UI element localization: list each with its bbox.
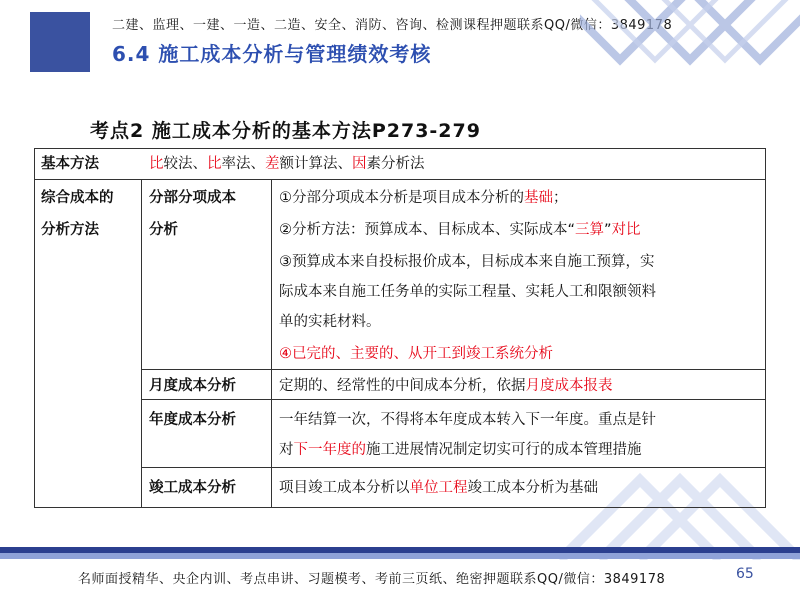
method-highlight: 比 <box>207 156 222 172</box>
annual-label: 年度成本分析 <box>149 412 236 428</box>
sub-item-point-3-line2: 际成本来自施工任务单的实际工程量、实耗人工和限额领料 <box>279 284 656 300</box>
completion-label: 竣工成本分析 <box>149 480 236 496</box>
basic-methods-label: 基本方法 <box>41 156 99 172</box>
monthly-text-highlight: 月度成本报表 <box>525 378 613 394</box>
annual-text-line1: 一年结算一次，不得将本年度成本转入下一年度。重点是针 <box>279 412 656 428</box>
method-text: 素分析法 <box>366 156 425 172</box>
point-highlight: 对比 <box>611 222 641 238</box>
method-text: 率法、 <box>221 156 265 172</box>
comprehensive-label-line2: 分析方法 <box>41 222 99 238</box>
point-text: ” <box>604 222 612 238</box>
footer-strip <box>0 547 800 559</box>
table-row-divider <box>141 467 765 468</box>
method-text: 较法、 <box>163 156 207 172</box>
basic-methods-list <box>149 149 425 179</box>
table-row-divider <box>35 179 765 180</box>
sub-item-point-1 <box>279 183 568 213</box>
top-contact-note: 二建、监理、一建、一造、二造、安全、消防、咨询、检测课程押题联系QQ/微信：3849178 <box>112 18 673 33</box>
table-col-divider <box>141 179 142 507</box>
logo-square <box>30 12 90 72</box>
methods-table <box>34 148 766 508</box>
completion-text-plain: 竣工成本分析为基础 <box>467 480 598 496</box>
point-text: ①分部分项成本分析是项目成本分析的 <box>279 190 524 206</box>
annual-text-line2 <box>279 435 642 465</box>
sub-item-label-line2: 分析 <box>149 222 178 238</box>
completion-text-highlight: 单位工程 <box>409 480 468 496</box>
section-title: 6.4 施工成本分析与管理绩效考核 <box>112 42 432 66</box>
point-highlight: 三算 <box>575 222 605 238</box>
method-text: 额计算法、 <box>279 156 352 172</box>
annual-text-highlight: 下一年度的 <box>293 442 366 458</box>
method-highlight: 比 <box>149 156 164 172</box>
comprehensive-label-line1: 综合成本的 <box>41 190 114 206</box>
sub-item-point-3-line1: ③预算成本来自投标报价成本，目标成本来自施工预算，实 <box>279 254 655 270</box>
sub-item-point-4 <box>279 339 553 369</box>
sub-item-label-line1: 分部分项成本 <box>149 190 236 206</box>
topic-heading: 考点2 施工成本分析的基本方法P273-279 <box>90 120 481 142</box>
completion-text <box>279 473 598 503</box>
table-col-divider <box>271 179 272 507</box>
footer-contact-note: 名师面授精华、央企内训、考点串讲、习题模考、考前三页纸、绝密押题联系QQ/微信：3849178 <box>78 572 666 587</box>
page-number: 65 <box>736 566 754 582</box>
slide-header <box>0 0 800 78</box>
method-highlight: 差 <box>265 156 280 172</box>
completion-text-plain: 项目竣工成本分析以 <box>279 480 410 496</box>
point-highlight: ④ <box>279 346 292 362</box>
point-highlight: 已完的、主要的、从开工到竣工系统分析 <box>292 346 553 362</box>
method-highlight: 因 <box>352 156 367 172</box>
monthly-text-plain: 定期的、经常性的中间成本分析，依据 <box>279 378 526 394</box>
point-text: ②分析方法：预算成本、目标成本、实际成本“ <box>279 222 576 238</box>
corner-lattice-decoration <box>580 0 800 80</box>
point-highlight: 基础 <box>524 190 553 206</box>
monthly-text <box>279 371 613 401</box>
sub-item-point-3-line3: 单的实耗材料。 <box>279 314 381 330</box>
annual-text-plain: 对 <box>279 442 294 458</box>
point-text: ； <box>553 190 568 206</box>
sub-item-point-2 <box>279 215 641 245</box>
table-row-divider <box>141 369 765 370</box>
annual-text-plain: 施工进展情况制定切实可行的成本管理措施 <box>366 442 642 458</box>
monthly-label: 月度成本分析 <box>149 378 236 394</box>
